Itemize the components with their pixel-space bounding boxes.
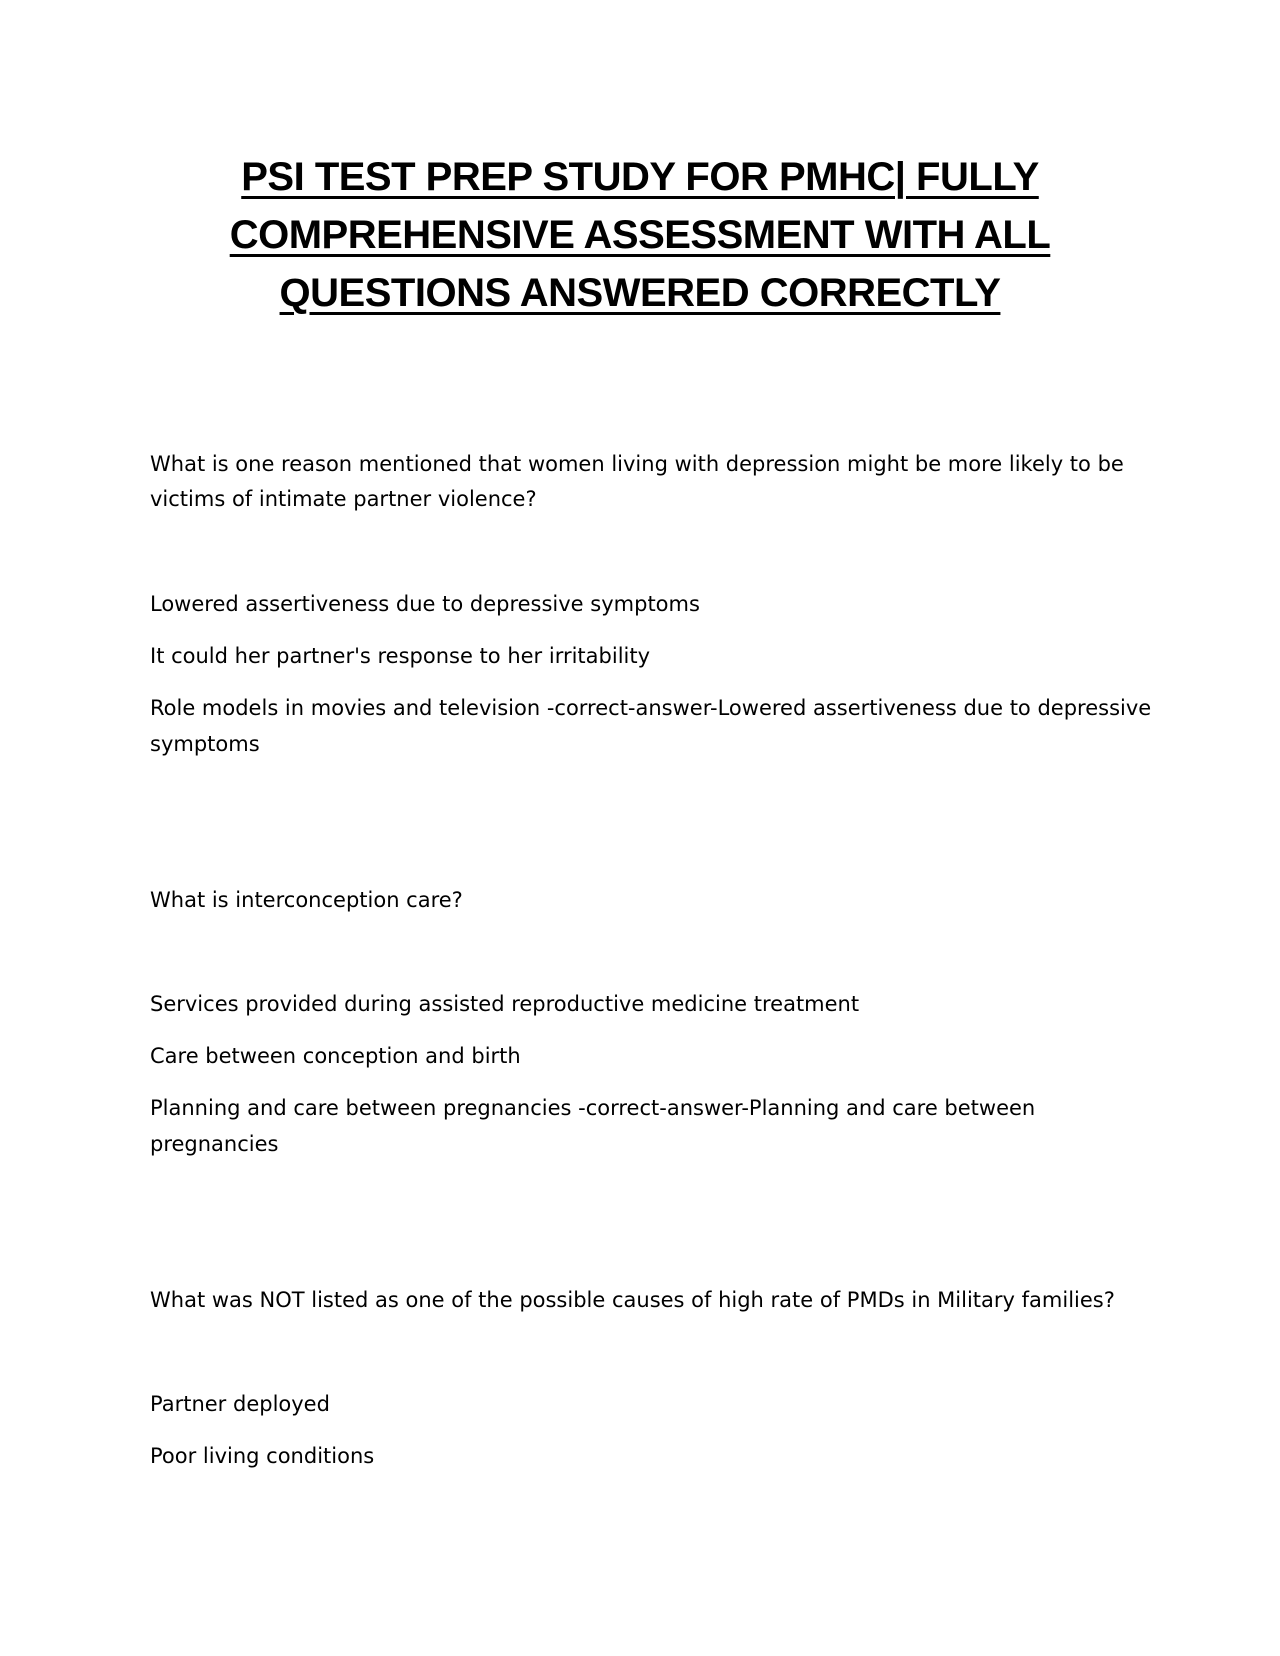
answer-option: Poor living conditions: [150, 1444, 375, 1468]
answer-option: Care between conception and birth: [150, 1044, 521, 1068]
answer-option: Services provided during assisted reproductive medicine treatment: [150, 992, 860, 1016]
answer-option: It could her partner's response to her irritability: [150, 644, 651, 668]
document-title: [150, 148, 1130, 322]
title-line: QUESTIONS ANSWERED CORRECTLY: [279, 271, 1001, 315]
question-text: victims of intimate partner violence?: [150, 487, 537, 511]
answer-option-with-correct-answer: Role models in movies and television -correct-answer-Lowered assertiveness due to depressive: [150, 696, 1152, 720]
answer-option-with-correct-answer: pregnancies: [150, 1132, 279, 1156]
answer-option: Lowered assertiveness due to depressive symptoms: [150, 592, 700, 616]
answer-option-with-correct-answer: symptoms: [150, 732, 260, 756]
title-line: PSI TEST PREP STUDY FOR PMHC| FULLY: [241, 155, 1039, 199]
question-text: What is one reason mentioned that women living with depression might be more likely to be: [150, 452, 1124, 476]
answer-option-with-correct-answer: Planning and care between pregnancies -correct-answer-Planning and care between: [150, 1096, 1036, 1120]
question-text: What is interconception care?: [150, 888, 463, 912]
question-text: What was NOT listed as one of the possible causes of high rate of PMDs in Military families?: [150, 1288, 1115, 1312]
answer-option: Partner deployed: [150, 1392, 330, 1416]
title-line: COMPREHENSIVE ASSESSMENT WITH ALL: [229, 213, 1051, 257]
